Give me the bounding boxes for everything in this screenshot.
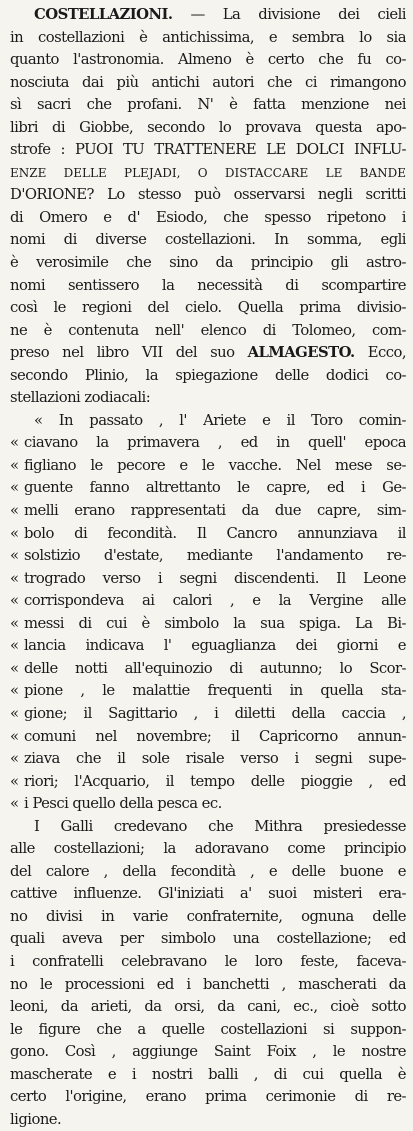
article-body bbox=[10, 4, 406, 1131]
paragraph-line: strofe : PUOI TU TRATTENERE LE DOLCI INFLU- bbox=[10, 141, 406, 159]
quote-line: « In passato , l' Ariete e il Toro comin- bbox=[34, 411, 406, 429]
quote-line: « comuni nel novembre; il Capricorno annun- bbox=[10, 727, 406, 745]
paragraph-line: le figure che a quelle costellazioni si suppon- bbox=[10, 1020, 406, 1038]
quote-line: « gione; il Sagittario , i diletti della caccia , bbox=[10, 704, 406, 722]
paragraph-line: cattive influenze. Gl'iniziati a' suoi misteri era- bbox=[10, 885, 406, 903]
quote-line: « ziava che il sole risale verso i segni supe- bbox=[10, 750, 406, 768]
paragraph-line: preso nel libro VII del suo ALMAGESTO. Ecco, bbox=[10, 344, 406, 362]
paragraph-line: COSTELLAZIONI. — La divisione dei cieli bbox=[34, 6, 406, 23]
quote-line: « guente fanno altrettanto le capre, ed i Ge- bbox=[10, 479, 406, 497]
paragraph-line: di Omero e d' Esiodo, che spesso ripetono i bbox=[10, 208, 406, 226]
almagesto-title: ALMAGESTO. bbox=[247, 344, 355, 362]
quote-line: « ciavano la primavera , ed in quell' epoca bbox=[10, 434, 406, 452]
biblical-quote: D'ORIONE? bbox=[10, 186, 94, 204]
quote-line: « i Pesci quello della pesca ec. bbox=[10, 795, 222, 813]
paragraph-line: in costellazioni è antichissima, e sembra lo sia bbox=[10, 28, 406, 46]
paragraph-line: no le processioni ed i banchetti , mascherati da bbox=[10, 975, 406, 993]
quote-line: « figliano le pecore e le vacche. Nel mese se- bbox=[10, 456, 406, 474]
paragraph-line: quanto l'astronomia. Almeno è certo che fu co- bbox=[10, 51, 406, 69]
paragraph-line: sì sacri che profani. N' è fatta menzione nei bbox=[10, 96, 406, 114]
paragraph-line: nomi di diverse costellazioni. In somma, egli bbox=[10, 231, 406, 249]
quote-line: « trogrado verso i segni discendenti. Il Leone bbox=[10, 569, 406, 587]
paragraph-line: ligione. bbox=[10, 1110, 62, 1128]
paragraph-line: quali aveva per simbolo una costellazione; ed bbox=[10, 930, 406, 948]
paragraph-line: no divisi in varie confraternite, ognuna delle bbox=[10, 907, 406, 925]
biblical-quote: ENZE DELLE PLEJADI, O DISTACCARE LE BANDE bbox=[10, 165, 406, 180]
biblical-quote: PUOI TU TRATTENERE LE DOLCI INFLU- bbox=[74, 141, 406, 159]
paragraph-line: è verosimile che sino da principio gli astro- bbox=[10, 254, 406, 272]
paragraph-line: così le regioni del cielo. Quella prima divisio- bbox=[10, 299, 406, 317]
quote-line: « bolo di fecondità. Il Cancro annunziava il bbox=[10, 524, 406, 542]
paragraph-line: certo l'origine, erano prima cerimonie di re- bbox=[10, 1088, 406, 1106]
paragraph-line: nosciuta dai più antichi autori che ci rimangono bbox=[10, 73, 406, 91]
quote-line: « delle notti all'equinozio di autunno; lo Scor- bbox=[10, 659, 406, 677]
paragraph-line: stellazioni zodiacali: bbox=[10, 389, 151, 407]
quote-line: « corrispondeva ai calori , e la Vergine alle bbox=[10, 592, 406, 610]
paragraph-line: gono. Così , aggiunge Saint Foix , le nostre bbox=[10, 1043, 406, 1061]
quote-line: « melli erano rappresentati da due capre, sim- bbox=[10, 502, 406, 520]
paragraph-line: i confratelli celebravano le loro feste, faceva- bbox=[10, 952, 406, 970]
quote-line: « riori; l'Acquario, il tempo delle pioggie , ed bbox=[10, 772, 406, 790]
quote-line: « pione , le malattie frequenti in quella sta- bbox=[10, 682, 406, 700]
paragraph-line: alle costellazioni; la adoravano come principio bbox=[10, 840, 406, 858]
paragraph-line: nomi sentissero la necessità di scompartire bbox=[10, 276, 406, 294]
paragraph-line: del calore , della fecondità , e delle buone e bbox=[10, 862, 406, 880]
paragraph-line: D'ORIONE? Lo stesso può osservarsi negli scritti bbox=[10, 186, 406, 204]
paragraph-line: I Galli credevano che Mithra presiedesse bbox=[34, 817, 406, 835]
paragraph-line: ne è contenuta nell' elenco di Tolomeo, com- bbox=[10, 321, 406, 339]
quote-line: « solstizio d'estate, mediante l'andamento re- bbox=[10, 547, 406, 565]
article-title: COSTELLAZIONI. bbox=[34, 6, 173, 23]
paragraph-line: secondo Plinio, la spiegazione delle dodici co- bbox=[10, 366, 406, 384]
paragraph-line: mascherate e i nostri balli , di cui quella è bbox=[10, 1065, 406, 1083]
paragraph-line: leoni, da arieti, da orsi, da cani, ec., cioè sotto bbox=[10, 998, 406, 1016]
paragraph-line: libri di Giobbe, secondo lo provava questa apo- bbox=[10, 118, 406, 136]
quote-line: « lancia indicava l' eguaglianza dei giorni e bbox=[10, 637, 406, 655]
quote-line: « messi di cui è simbolo la sua spiga. La Bi- bbox=[10, 614, 406, 632]
